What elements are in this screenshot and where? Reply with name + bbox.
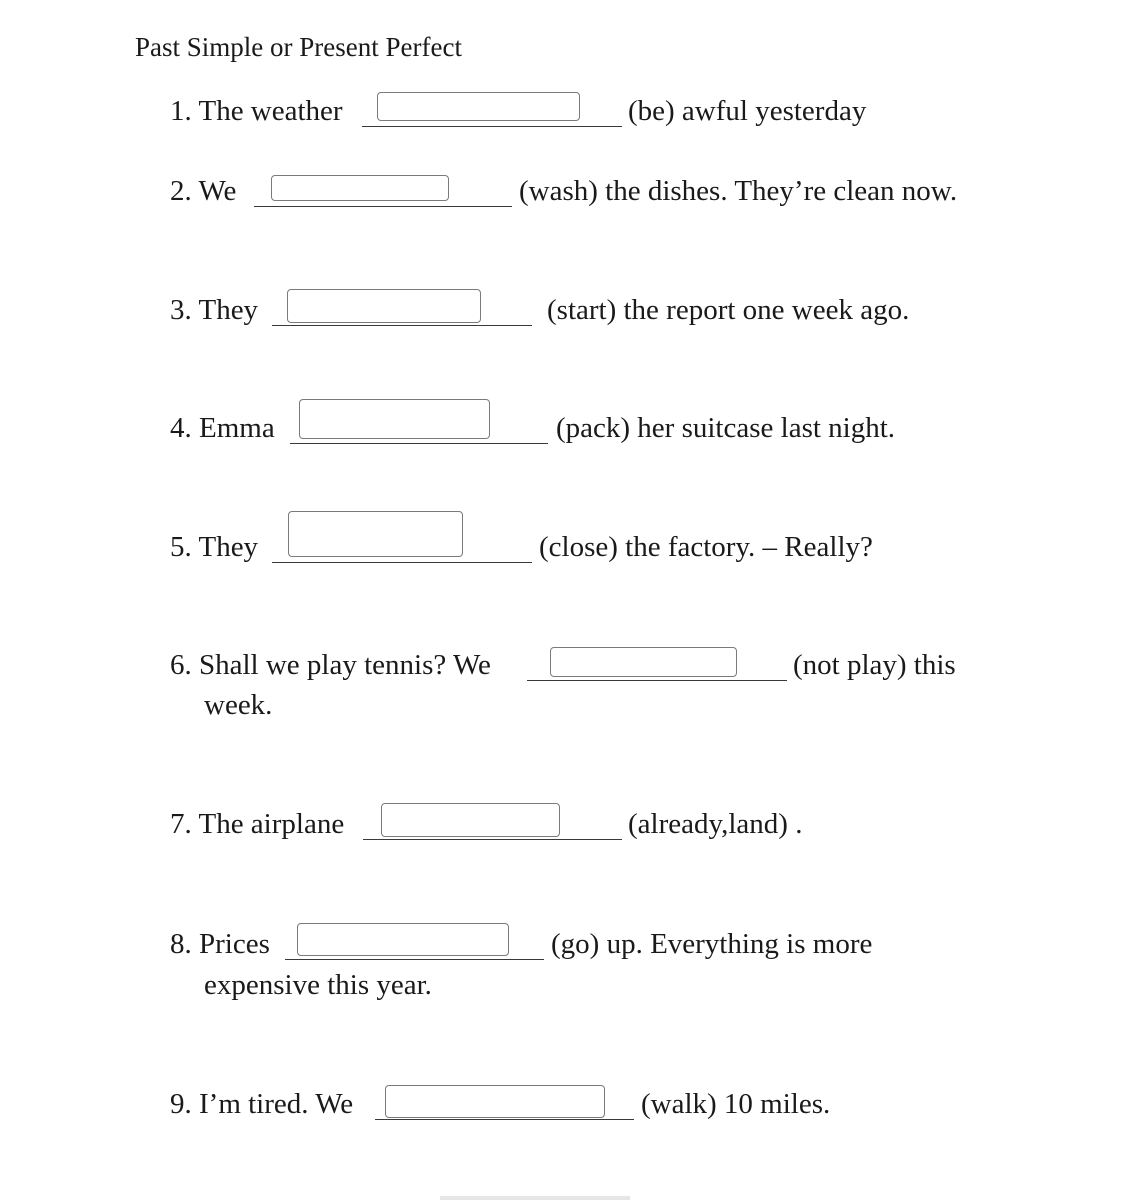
question-7-answer-input[interactable]	[381, 803, 560, 837]
question-3-hint: (start) the report one week ago.	[547, 294, 910, 326]
question-8-underline	[285, 959, 544, 960]
question-5-hint: (close) the factory. – Really?	[539, 531, 873, 563]
question-9-hint: (walk) 10 miles.	[641, 1088, 831, 1120]
question-8-continuation: expensive this year.	[204, 969, 432, 1001]
question-7-prompt: 7. The airplane	[170, 808, 345, 840]
question-5-underline	[272, 562, 532, 563]
question-4-underline	[290, 443, 548, 444]
question-1-prompt: 1. The weather	[170, 95, 343, 127]
question-1-underline	[362, 126, 622, 127]
question-8-prompt: 8. Prices	[170, 928, 270, 960]
question-7-hint: (already,land) .	[628, 808, 803, 840]
question-6-answer-input[interactable]	[550, 647, 737, 677]
question-7-underline	[363, 839, 622, 840]
question-3-prompt: 3. They	[170, 294, 259, 326]
question-2-prompt: 2. We	[170, 175, 237, 207]
question-9-underline	[375, 1119, 634, 1120]
question-4-hint: (pack) her suitcase last night.	[556, 412, 896, 444]
question-6-continuation: week.	[204, 689, 273, 721]
question-8-hint: (go) up. Everything is more	[551, 928, 873, 960]
worksheet-title: Past Simple or Present Perfect	[135, 32, 462, 62]
question-3-answer-input[interactable]	[287, 289, 481, 323]
question-5-answer-input[interactable]	[288, 511, 463, 557]
question-8-answer-input[interactable]	[297, 923, 509, 956]
question-3-underline	[272, 325, 532, 326]
question-6-prompt: 6. Shall we play tennis? We	[170, 649, 491, 681]
question-9-answer-input[interactable]	[385, 1085, 605, 1118]
scroll-edge-shadow	[440, 1196, 630, 1200]
question-2-answer-input[interactable]	[271, 175, 449, 201]
question-6-underline	[527, 680, 787, 681]
question-9-prompt: 9. I’m tired. We	[170, 1088, 354, 1120]
question-1-hint: (be) awful yesterday	[628, 95, 867, 127]
question-5-prompt: 5. They	[170, 531, 259, 563]
question-4-answer-input[interactable]	[299, 399, 490, 439]
question-1-answer-input[interactable]	[377, 92, 580, 121]
question-2-hint: (wash) the dishes. They’re clean now.	[519, 175, 958, 207]
question-6-hint: (not play) this	[793, 649, 956, 681]
question-4-prompt: 4. Emma	[170, 412, 275, 444]
question-2-underline	[254, 206, 512, 207]
